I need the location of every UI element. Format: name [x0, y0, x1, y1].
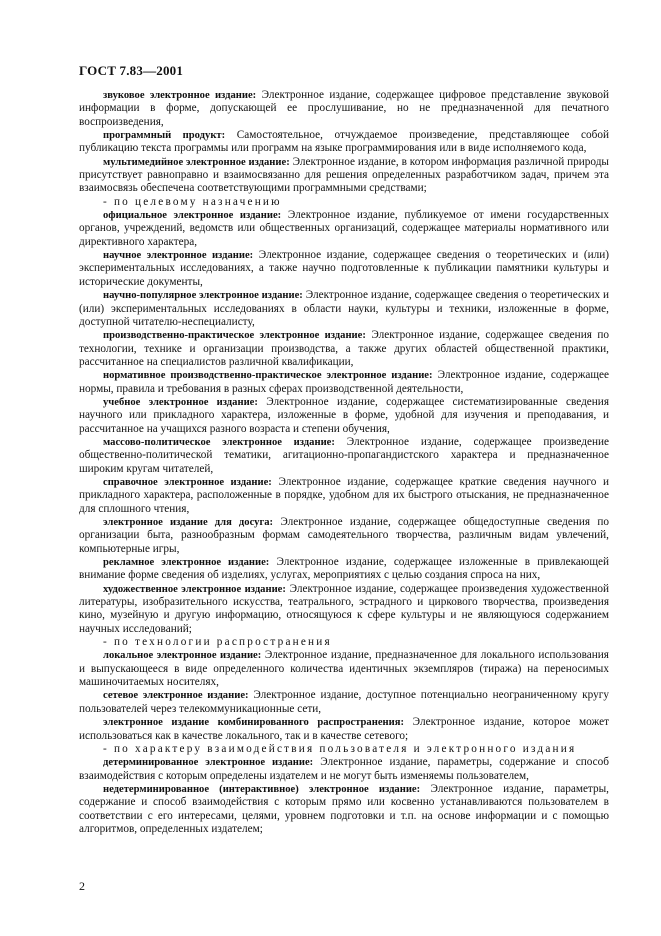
definition-text: Электронное издание, предназначенное для локального использования и выпускающееся в виде определенного количества идентичных экземпляров (тиража) на переносимых машиночитаемых носителях, — [79, 649, 609, 689]
section-heading-text: - по характеру взаимодействия пользователя и электронного издания — [103, 742, 577, 755]
definition-term: мультимедийное электронное издание: — [103, 156, 290, 168]
section-heading — [79, 196, 609, 209]
definition-paragraph — [79, 249, 609, 289]
definition-term: программный продукт: — [103, 130, 226, 142]
definition-paragraph — [79, 556, 609, 583]
definition-text: Электронное издание, содержащее цифровое представление звуковой информации в форме, допускающей ее прослушивание, но не предназначенной для печатного воспроизведения, — [79, 89, 609, 128]
definition-term: производственно-практическое электронное издание: — [103, 330, 366, 342]
section-heading-text: - по технологии распространения — [103, 636, 332, 649]
document-header: ГОСТ 7.83—2001 — [79, 63, 184, 78]
definition-text: Самостоятельное, отчуждаемое произведение, представляющее собой публикацию текста программы или программ на языке программирования или в виде исполняемого кода, — [79, 129, 609, 155]
definition-text: Электронное издание, содержащее сведения по технологии, технике и организации производства, а также других областей общественной практики, рассчитанное на специалистов различной квалификации, — [79, 329, 609, 368]
definition-term: электронное издание комбинированного распространения: — [103, 717, 404, 729]
definition-term: нормативное производственно-практическое электронное издание: — [103, 370, 433, 382]
definition-paragraph — [79, 583, 609, 636]
definition-term: справочное электронное издание: — [103, 476, 272, 488]
definition-term: детерминированное электронное издание: — [103, 757, 314, 769]
definition-term: массово-политическое электронное издание: — [103, 436, 335, 448]
definition-text: Электронное издание, содержащее общедоступные сведения по организации быта, разнообразным формам самодеятельного творчества, различным видам увлечений, компьютерные игры, — [79, 516, 609, 555]
definition-term: научное электронное издание: — [103, 250, 254, 262]
definition-term: электронное издание для досуга: — [103, 517, 274, 528]
definition-term: рекламное электронное издание: — [103, 557, 270, 569]
definition-text: Электронное издание, которое может использоваться как в качестве локального, так и в качестве сетевого; — [79, 716, 609, 742]
definition-text: Электронное издание, параметры, содержание и способ взаимодействия с которым прямо или косвенно устанавливаются пользователем в соответствии с его интересами, целями, уровнем подготовки и т.п. на основе информации и с помощью алгоритмов, определенных издателем; — [79, 782, 609, 835]
definition-paragraph — [79, 436, 609, 476]
definition-paragraph — [79, 89, 609, 129]
definition-text: Электронное издание, содержащее изложенные в привлекающей внимание форме сведения об изделиях, услугах, мероприятиях с целью создания спроса на них, — [79, 556, 609, 582]
definition-text: Электронное издание, содержащее нормы, правила и требования в разных сферах производственной деятельности, — [79, 369, 609, 395]
definition-paragraph — [79, 716, 609, 743]
definition-term: официальное электронное издание: — [103, 210, 282, 222]
definition-paragraph — [79, 476, 609, 516]
section-heading — [79, 636, 609, 649]
definition-paragraph — [79, 689, 609, 716]
document-body — [79, 89, 609, 836]
definition-paragraph — [79, 396, 609, 436]
definition-text: Электронное издание, содержащее сведения о теоретических и (или) экспериментальных исследованиях в области науки, культуры и техники, изложенные в форме, доступной читателю-неспециалисту, — [79, 289, 609, 328]
definition-paragraph — [79, 289, 609, 329]
definition-text: Электронное издание, содержащее краткие сведения научного и прикладного характера, расположенные в порядке, удобном для их быстрого отыскания, не предназначенное для сплошного чтения, — [79, 475, 609, 515]
definition-paragraph — [79, 369, 609, 396]
definition-text: Электронное издание, содержащее систематизированные сведения научного или прикладного характера, изложенные в форме, удобной для изучения и преподавания, и рассчитанное на учащихся разного возраста и степени обучения, — [79, 395, 609, 435]
definition-text: Электронное издание, содержащее произведения художественной литературы, изобразительного искусства, театрального, эстрадного и циркового творчества, произведения кино, музейную и другую информацию, относящуюся к сфере культуры и не являющуюся содержанием научных исследований; — [79, 582, 610, 635]
definition-term: звуковое электронное издание: — [103, 90, 257, 101]
section-heading-text: - по целевому назначению — [103, 195, 282, 208]
definition-paragraph — [79, 156, 609, 196]
definition-paragraph — [79, 649, 609, 689]
definition-paragraph — [79, 783, 609, 836]
definition-term: учебное электронное издание: — [103, 396, 258, 408]
definition-paragraph — [79, 516, 609, 556]
definition-text: Электронное издание, публикуемое от имени государственных органов, учреждений, ведомств или общественных организаций, содержащее материалы нормативного или директивного характера, — [79, 209, 609, 248]
definition-text: Электронное издание, параметры, содержание и способ взаимодействия с которым определены издателем и не могут быть изменяемы пользователем, — [79, 756, 609, 782]
definition-paragraph — [79, 129, 609, 156]
definition-text: Электронное издание, в котором информация различной природы присутствует равноправно и взаимосвязанно для решения определенных разработчиком задач, причем эта взаимосвязь обеспечена соответствующими программными средствами; — [79, 155, 609, 195]
definition-text: Электронное издание, содержащее сведения о теоретических и (или) экспериментальных исследованиях, а также научно подготовленные к публикации памятники культуры и исторические документы, — [79, 249, 609, 288]
definition-text: Электронное издание, доступное потенциально неограниченному кругу пользователей через телекоммуникационные сети, — [79, 689, 609, 715]
definition-text: Электронное издание, содержащее произведение общественно-политической тематики, агитационно-пропагандистского характера и предназначенное широким кругам читателей, — [79, 435, 609, 475]
definition-paragraph — [79, 209, 609, 249]
section-heading — [79, 743, 609, 756]
definition-term: художественное электронное издание: — [103, 583, 286, 595]
definition-term: сетевое электронное издание: — [103, 690, 249, 702]
definition-paragraph — [79, 329, 609, 369]
definition-paragraph — [79, 756, 609, 783]
page-number: 2 — [79, 879, 85, 893]
definition-term: локальное электронное издание: — [103, 650, 262, 662]
definition-term: научно-популярное электронное издание: — [103, 290, 303, 302]
definition-term: недетерминированное (интерактивное) электронное издание: — [103, 783, 421, 795]
